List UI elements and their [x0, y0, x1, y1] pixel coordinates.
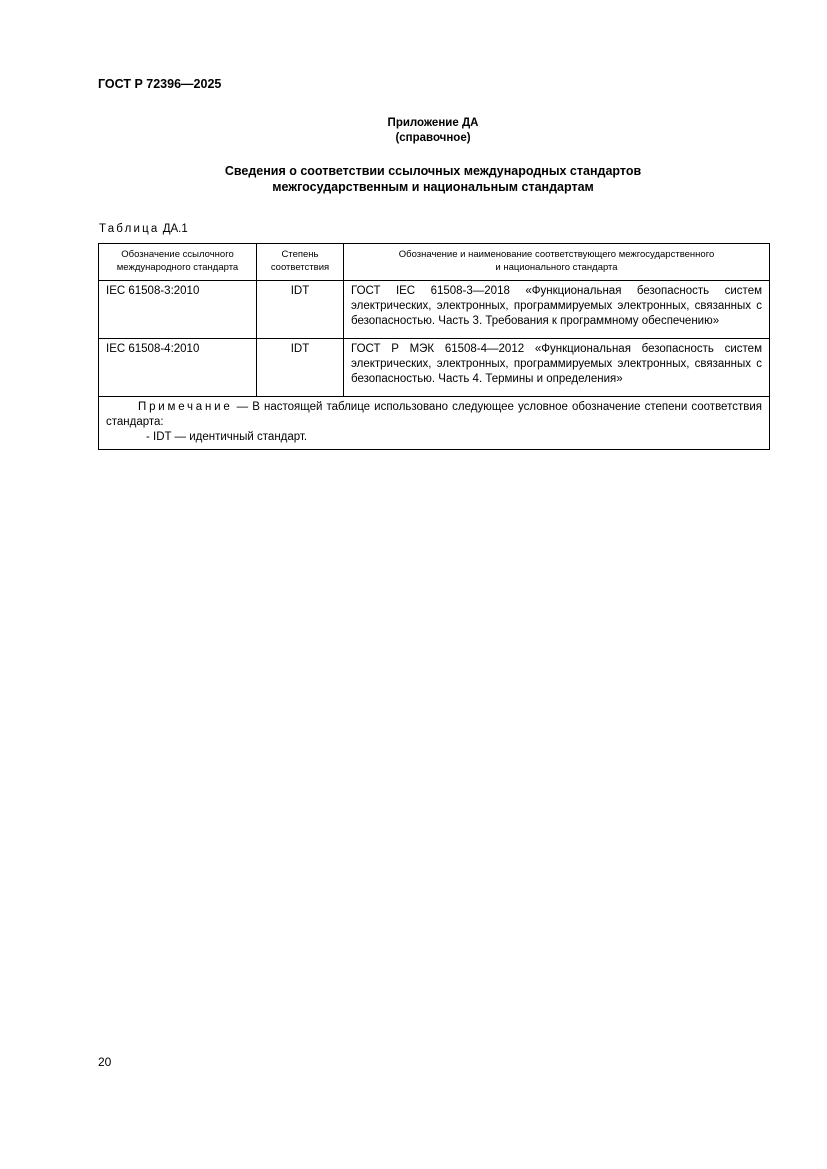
page-number: 20 [98, 1055, 112, 1069]
cell-international-standard: IEC 61508-4:2010 [99, 339, 257, 397]
table-row [99, 339, 770, 397]
table-caption-label: Таблица [99, 223, 160, 235]
note-label: Примечание [138, 401, 233, 413]
header-international-standard: Обозначение ссылочного международного стандарта [99, 244, 257, 281]
cell-international-standard: IEC 61508-3:2010 [99, 281, 257, 339]
table-note [99, 397, 770, 450]
table-note-row [99, 397, 770, 450]
appendix-title: Приложение ДА [387, 117, 479, 129]
document-code: ГОСТ Р 72396—2025 [98, 77, 222, 91]
header-degree: Степень соответствия [257, 244, 344, 281]
header-national-standard: Обозначение и наименование соответствующего межгосударственного и национального стандарта [344, 244, 770, 281]
note-text: — В настоящей таблице использовано следующее условное обозначение степени соответствия стандарта: [106, 401, 762, 428]
cell-degree: IDT [257, 339, 344, 397]
section-heading [98, 163, 768, 195]
table-caption [99, 223, 188, 235]
table-row [99, 281, 770, 339]
note-item: - IDT — идентичный стандарт. [146, 431, 308, 443]
appendix-block [98, 116, 768, 146]
standards-table [98, 243, 770, 450]
table-header-row [99, 244, 770, 281]
appendix-subtitle: (справочное) [395, 132, 471, 144]
cell-national-standard: ГОСТ Р МЭК 61508-4—2012 «Функциональная безопасность систем электрических, электронных, программируемых электронных, связанных с безопасностью. Часть 4. Термины и определения» [344, 339, 770, 397]
table-caption-number: ДА.1 [162, 223, 188, 235]
cell-degree: IDT [257, 281, 344, 339]
cell-national-standard: ГОСТ IEC 61508-3—2018 «Функциональная безопасность систем электрических, электронных, программируемых электронных, связанных с безопасностью. Часть 3. Требования к программному обеспечению» [344, 281, 770, 339]
section-heading-line-1: Сведения о соответствии ссылочных международных стандартов [224, 164, 642, 178]
section-heading-line-2: межгосударственным и национальным стандартам [272, 180, 594, 194]
